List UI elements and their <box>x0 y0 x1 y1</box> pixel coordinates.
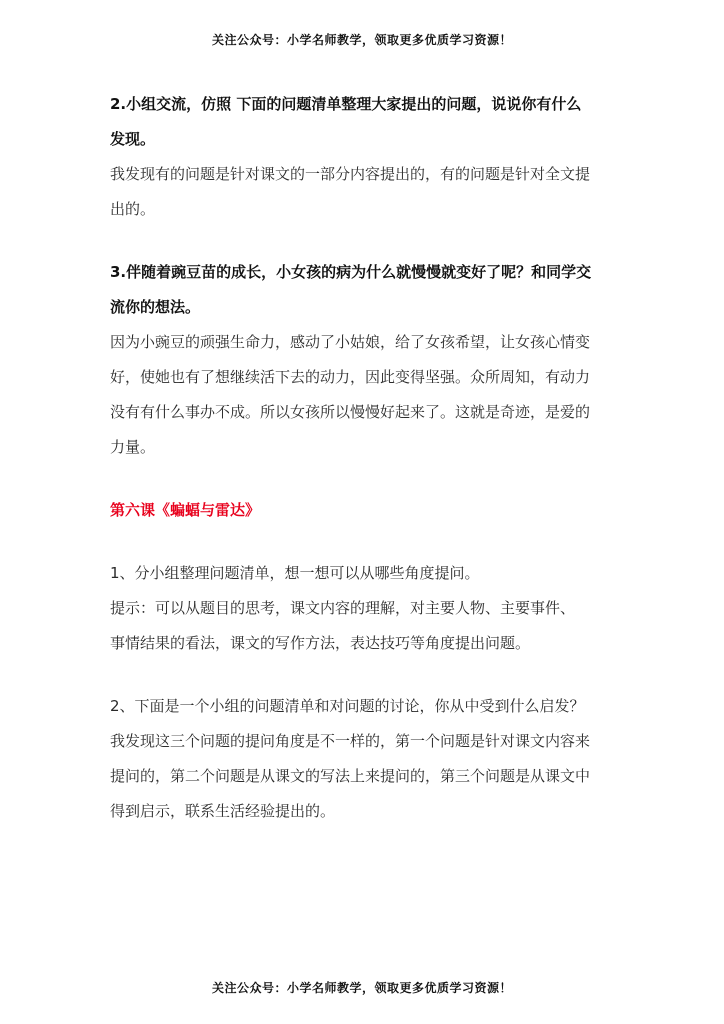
question-3-line-2: 流你的想法。 <box>110 298 201 316</box>
answer-3-line-2: 好，使她也有了想继续活下去的动力，因此变得坚强。众所周知，有动力 <box>110 368 591 386</box>
lesson6-answer-2-line-1: 我发现这三个问题的提问角度是不一样的，第一个问题是针对课文内容来 <box>110 732 591 750</box>
answer-3-line-1: 因为小豌豆的顽强生命力，感动了小姑娘，给了女孩希望，让女孩心情变 <box>110 333 591 351</box>
question-2-line-2: 发现。 <box>110 130 156 148</box>
question-2-line-1: 2.小组交流，仿照 下面的问题清单整理大家提出的问题，说说你有什么 <box>110 95 582 113</box>
answer-3-line-4: 力量。 <box>110 438 156 456</box>
document-body <box>110 87 620 829</box>
lesson6-answer-2-line-3: 得到启示，联系生活经验提出的。 <box>110 802 336 820</box>
answer-3-line-3: 没有有什么事办不成。所以女孩所以慢慢好起来了。这就是奇迹，是爱的 <box>110 403 591 421</box>
question-3-line-1: 3.伴随着豌豆苗的成长，小女孩的病为什么就慢慢就变好了呢？和同学交 <box>110 263 592 281</box>
answer-2-line-1: 我发现有的问题是针对课文的一部分内容提出的，有的问题是针对全文提 <box>110 165 591 183</box>
lesson6-answer-1-line-2: 事情结果的看法，课文的写作方法，表达技巧等角度提出问题。 <box>110 634 531 652</box>
lesson6-answer-1-line-1: 提示：可以从题目的思考，课文内容的理解，对主要人物、主要事件、 <box>110 599 576 617</box>
page-footer: 关注公众号：小学名师教学，领取更多优质学习资源！ <box>211 981 512 995</box>
page-header: 关注公众号：小学名师教学，领取更多优质学习资源！ <box>211 33 512 47</box>
lesson6-question-2: 2、下面是一个小组的问题清单和对问题的讨论，你从中受到什么启发？ <box>110 697 585 715</box>
lesson6-question-1: 1、分小组整理问题清单，想一想可以从哪些角度提问。 <box>110 564 480 582</box>
lesson6-answer-2-line-2: 提问的，第二个问题是从课文的写法上来提问的，第三个问题是从课文中 <box>110 767 591 785</box>
answer-2-line-2: 出的。 <box>110 200 156 218</box>
lesson-title: 第六课《蝙蝠与雷达》 <box>110 501 261 519</box>
